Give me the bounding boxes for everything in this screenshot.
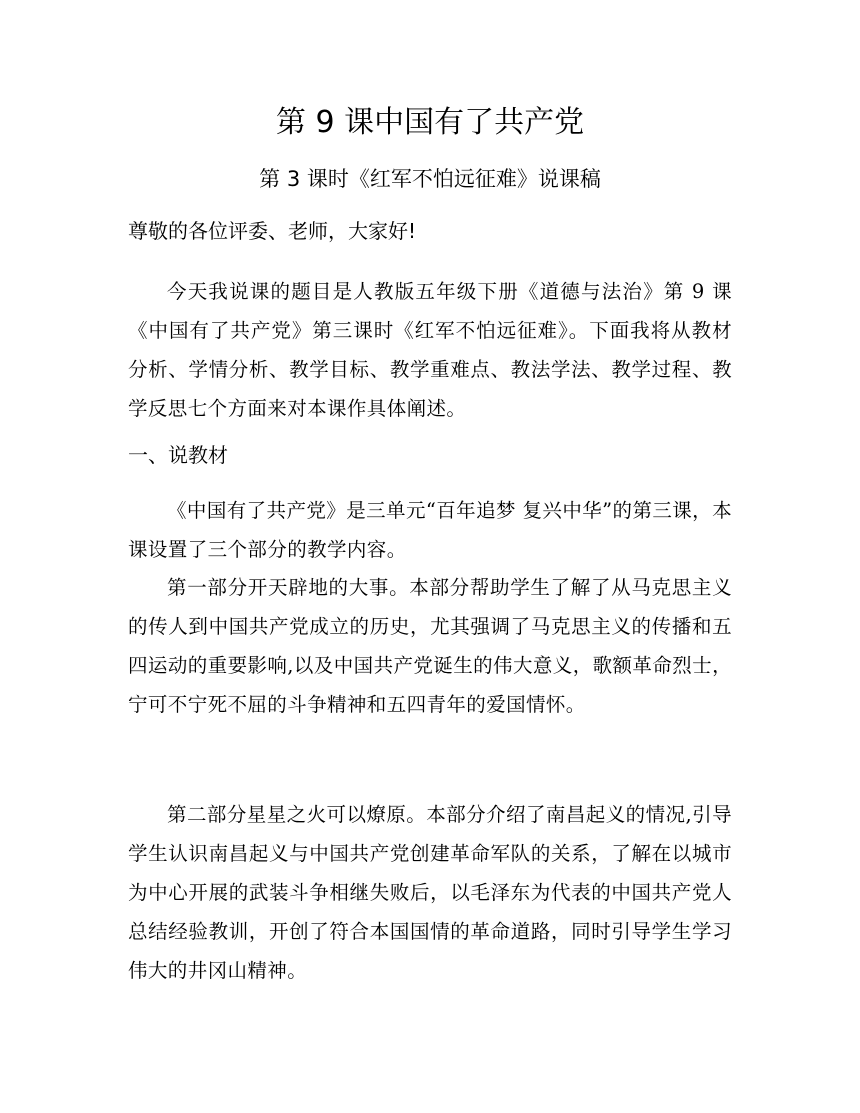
paragraph-unit-overview: 《中国有了共产党》是三单元“百年追梦 复兴中华”的第三课，本课设置了三个部分的教学内容。 [128,499,732,561]
document-subtitle: 第 3 课时《红军不怕远征难》说课稿 [259,167,601,191]
intro-paragraph: 今天我说课的题目是人教版五年级下册《道德与法治》第 9 课《中国有了共产党》第三课时《红军不怕远征难》。下面我将从教材分析、学情分析、教学目标、教学重难点、教法学法、教学过程、教学反思七个方面来对本课作具体阐述。 [128,280,732,420]
paragraph-part-one: 第一部分开天辟地的大事。本部分帮助学生了解了从马克思主义的传人到中国共产党成立的历史，尤其强调了马克思主义的传播和五四运动的重要影响,以及中国共产党诞生的伟大意义，歌额革命烈士，宁可不宁死不屈的斗争精神和五四青年的爱国情怀。 [128,576,732,716]
section-heading-textbook: 一、说教材 [128,443,228,467]
document-title: 第 9 课中国有了共产党 [275,105,585,140]
greeting: 尊敬的各位评委、老师，大家好! [128,219,417,243]
paragraph-part-two: 第二部分星星之火可以燎原。本部分介绍了南昌起义的情况,引导学生认识南昌起义与中国共产党创建革命军队的关系，了解在以城市为中心开展的武装斗争相继失败后，以毛泽东为代表的中国共产党人总结经验教训，开创了符合本国国情的革命道路，同时引导学生学习伟大的井冈山精神。 [128,803,732,982]
